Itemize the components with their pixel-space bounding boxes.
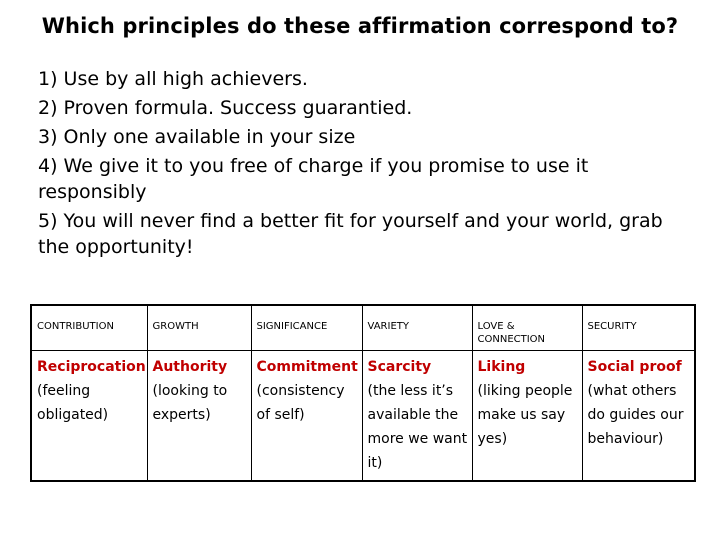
affirmation-list [38, 66, 678, 263]
column-header: SIGNIFICANCE [251, 305, 362, 351]
table-cell [472, 351, 582, 482]
table-cell [362, 351, 472, 482]
affirmation-item: 1) Use by all high achievers. [38, 68, 308, 90]
principle-name: Commitment [256, 359, 358, 375]
table-cell [582, 351, 695, 482]
affirmation-item: 4) We give it to you free of charge if you promise to use it responsibly [38, 155, 589, 203]
principle-description: (consistency of self) [256, 383, 345, 423]
column-header: CONTRIBUTION [31, 305, 147, 351]
column-header: VARIETY [362, 305, 472, 351]
principle-description: (liking people make us say yes) [477, 383, 573, 447]
page-title: Which principles do these affirmation correspond to? [41, 14, 679, 38]
table-cell [147, 351, 251, 482]
principles-table [30, 304, 696, 482]
table-cell [251, 351, 362, 482]
principle-description: (feeling obligated) [37, 383, 109, 423]
column-header: GROWTH [147, 305, 251, 351]
principle-name: Authority [152, 359, 228, 375]
principle-name: Scarcity [367, 359, 432, 375]
affirmation-item: 3) Only one available in your size [38, 126, 356, 148]
principle-name: Liking [477, 359, 526, 375]
principle-name: Reciprocation [37, 359, 146, 375]
table-header-row [31, 305, 695, 351]
principle-name: Social proof [587, 359, 682, 375]
table-cell [31, 351, 147, 482]
principle-description: (what others do guides our behaviour) [587, 383, 684, 447]
affirmation-item: 2) Proven formula. Success guarantied. [38, 97, 413, 119]
table-row [31, 351, 695, 482]
principle-description: (looking to experts) [152, 383, 228, 423]
principle-description: (the less it’s available the more we want it) [367, 383, 468, 471]
column-header: SECURITY [582, 305, 695, 351]
affirmation-item: 5) You will never find a better fit for yourself and your world, grab the opportunity! [38, 210, 663, 258]
column-header: LOVE & CONNECTION [472, 305, 582, 351]
